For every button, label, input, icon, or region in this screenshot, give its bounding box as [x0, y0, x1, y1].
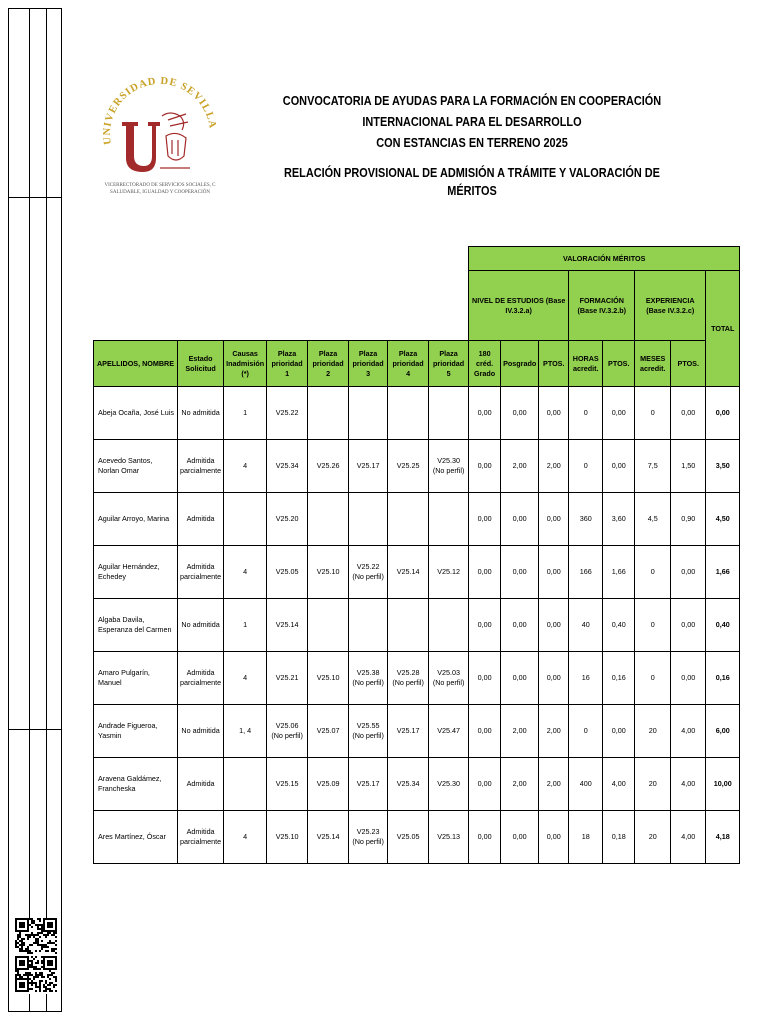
cell-plaza-5 — [429, 387, 469, 440]
cell-meses: 0 — [635, 652, 671, 705]
cell-nombre: Aravena Galdámez, Francheska — [94, 758, 178, 811]
cell-ptos-experiencia: 4,00 — [671, 705, 706, 758]
cell-ptos-experiencia: 1,50 — [671, 440, 706, 493]
left-margin-frame — [8, 8, 62, 1012]
header-plaza-3: Plaza prioridad 3 — [349, 341, 388, 387]
cell-plaza-3: V25.17 — [349, 758, 388, 811]
cell-cred-grado: 0,00 — [469, 493, 501, 546]
cell-estado: Admitida parcialmente — [178, 811, 224, 864]
cell-plaza-1: V25.10 — [267, 811, 308, 864]
cell-posgrado: 2,00 — [501, 705, 539, 758]
cell-horas: 360 — [569, 493, 603, 546]
cell-ptos-formacion: 0,40 — [603, 599, 635, 652]
cell-plaza-5 — [429, 599, 469, 652]
cell-plaza-2: V25.09 — [308, 758, 349, 811]
cell-posgrado: 2,00 — [501, 440, 539, 493]
cell-cred-grado: 0,00 — [469, 652, 501, 705]
cell-plaza-2 — [308, 493, 349, 546]
cell-plaza-1: V25.05 — [267, 546, 308, 599]
cell-causas: 1, 4 — [224, 705, 267, 758]
cell-estado: No admitida — [178, 599, 224, 652]
cell-plaza-5: V25.30 (No perfil) — [429, 440, 469, 493]
cell-causas: 1 — [224, 387, 267, 440]
cell-estado: Admitida — [178, 493, 224, 546]
cell-plaza-5: V25.47 — [429, 705, 469, 758]
cell-plaza-1: V25.06 (No perfil) — [267, 705, 308, 758]
header-cred-grado: 180 créd. Grado — [469, 341, 501, 387]
header-formacion: FORMACIÓN (Base IV.3.2.b) — [569, 271, 635, 341]
cell-ptos-nivel: 0,00 — [539, 493, 569, 546]
header-horas: HORAS acredit. — [569, 341, 603, 387]
cell-causas: 4 — [224, 811, 267, 864]
cell-horas: 0 — [569, 440, 603, 493]
cell-cred-grado: 0,00 — [469, 705, 501, 758]
cell-ptos-nivel: 0,00 — [539, 387, 569, 440]
cell-ptos-formacion: 3,60 — [603, 493, 635, 546]
cell-horas: 0 — [569, 387, 603, 440]
table-row — [94, 652, 740, 705]
table-row — [94, 705, 740, 758]
header-causas: Causas Inadmisión (*) — [224, 341, 267, 387]
cell-cred-grado: 0,00 — [469, 599, 501, 652]
cell-plaza-3 — [349, 387, 388, 440]
cell-nombre: Algaba Davila, Esperanza del Carmen — [94, 599, 178, 652]
cell-plaza-1: V25.34 — [267, 440, 308, 493]
cell-plaza-1: V25.14 — [267, 599, 308, 652]
cell-ptos-formacion: 0,00 — [603, 440, 635, 493]
header-plaza-4: Plaza prioridad 4 — [388, 341, 429, 387]
cell-total: 0,16 — [706, 652, 740, 705]
cell-nombre: Amaro Pulgarín, Manuel — [94, 652, 178, 705]
cell-plaza-5: V25.03 (No perfil) — [429, 652, 469, 705]
header-ptos-experiencia: PTOS. — [671, 341, 706, 387]
cell-causas — [224, 758, 267, 811]
cell-total: 0,00 — [706, 387, 740, 440]
cell-ptos-nivel: 0,00 — [539, 652, 569, 705]
results-table — [93, 246, 740, 864]
cell-plaza-5: V25.12 — [429, 546, 469, 599]
cell-posgrado: 0,00 — [501, 546, 539, 599]
cell-estado: Admitida parcialmente — [178, 652, 224, 705]
header-estado: Estado Solicitud — [178, 341, 224, 387]
header-posgrado: Posgrado — [501, 341, 539, 387]
cell-posgrado: 0,00 — [501, 811, 539, 864]
cell-cred-grado: 0,00 — [469, 811, 501, 864]
cell-ptos-experiencia: 0,00 — [671, 599, 706, 652]
cell-horas: 166 — [569, 546, 603, 599]
cell-causas: 4 — [224, 440, 267, 493]
cell-horas: 16 — [569, 652, 603, 705]
cell-plaza-4: V25.17 — [388, 705, 429, 758]
cell-horas: 40 — [569, 599, 603, 652]
cell-cred-grado: 0,00 — [469, 546, 501, 599]
cell-nombre: Andrade Figueroa, Yasmin — [94, 705, 178, 758]
cell-meses: 20 — [635, 758, 671, 811]
cell-estado: No admitida — [178, 387, 224, 440]
cell-plaza-2: V25.26 — [308, 440, 349, 493]
cell-posgrado: 0,00 — [501, 493, 539, 546]
cell-ptos-nivel: 0,00 — [539, 811, 569, 864]
cell-plaza-4: V25.25 — [388, 440, 429, 493]
cell-estado: Admitida — [178, 758, 224, 811]
cell-plaza-5: V25.13 — [429, 811, 469, 864]
cell-ptos-nivel: 2,00 — [539, 705, 569, 758]
cell-plaza-3: V25.55 (No perfil) — [349, 705, 388, 758]
cell-plaza-4: V25.05 — [388, 811, 429, 864]
cell-meses: 20 — [635, 705, 671, 758]
cell-total: 1,66 — [706, 546, 740, 599]
cell-meses: 0 — [635, 546, 671, 599]
cell-ptos-formacion: 0,00 — [603, 705, 635, 758]
table-row — [94, 811, 740, 864]
cell-plaza-4 — [388, 493, 429, 546]
cell-horas: 400 — [569, 758, 603, 811]
cell-causas: 1 — [224, 599, 267, 652]
cell-posgrado: 2,00 — [501, 758, 539, 811]
cell-meses: 0 — [635, 387, 671, 440]
cell-plaza-1: V25.15 — [267, 758, 308, 811]
cell-plaza-3 — [349, 599, 388, 652]
cell-total: 10,00 — [706, 758, 740, 811]
cell-ptos-experiencia: 0,00 — [671, 387, 706, 440]
cell-ptos-nivel: 0,00 — [539, 599, 569, 652]
header-total: TOTAL — [706, 271, 740, 387]
cell-plaza-2: V25.10 — [308, 652, 349, 705]
cell-ptos-formacion: 0,18 — [603, 811, 635, 864]
header-meses: MESES acredit. — [635, 341, 671, 387]
cell-plaza-4 — [388, 599, 429, 652]
university-logo — [98, 56, 220, 202]
cell-causas: 4 — [224, 652, 267, 705]
cell-horas: 0 — [569, 705, 603, 758]
cell-plaza-5 — [429, 493, 469, 546]
cell-posgrado: 0,00 — [501, 599, 539, 652]
header-plaza-2: Plaza prioridad 2 — [308, 341, 349, 387]
cell-plaza-3: V25.22 (No perfil) — [349, 546, 388, 599]
cell-meses: 0 — [635, 599, 671, 652]
cell-meses: 7,5 — [635, 440, 671, 493]
cell-plaza-2: V25.10 — [308, 546, 349, 599]
logo-emblem — [160, 113, 190, 168]
header-nombre: APELLIDOS, NOMBRE — [94, 341, 178, 387]
cell-nombre: Abeja Ocaña, José Luis — [94, 387, 178, 440]
cell-plaza-4 — [388, 387, 429, 440]
cell-causas — [224, 493, 267, 546]
cell-nombre: Aguilar Arroyo, Marina — [94, 493, 178, 546]
cell-meses: 20 — [635, 811, 671, 864]
cell-cred-grado: 0,00 — [469, 758, 501, 811]
cell-causas: 4 — [224, 546, 267, 599]
table-row — [94, 387, 740, 440]
cell-estado: No admitida — [178, 705, 224, 758]
cell-plaza-4: V25.34 — [388, 758, 429, 811]
cell-total: 4,18 — [706, 811, 740, 864]
cell-ptos-formacion: 0,16 — [603, 652, 635, 705]
cell-horas: 18 — [569, 811, 603, 864]
cell-nombre: Aguilar Hernández, Echedey — [94, 546, 178, 599]
cell-plaza-2 — [308, 599, 349, 652]
header-valoracion: VALORACIÓN MÉRITOS — [469, 247, 740, 271]
cell-cred-grado: 0,00 — [469, 387, 501, 440]
page-subtitle: RELACIÓN PROVISIONAL DE ADMISIÓN A TRÁMITE Y VALORACIÓN DE MÉRITOS — [284, 165, 660, 198]
cell-plaza-4: V25.14 — [388, 546, 429, 599]
cell-estado: Admitida parcialmente — [178, 440, 224, 493]
cell-plaza-3: V25.38 (No perfil) — [349, 652, 388, 705]
cell-plaza-2 — [308, 387, 349, 440]
table-row — [94, 546, 740, 599]
header-ptos-formacion: PTOS. — [603, 341, 635, 387]
cell-ptos-experiencia: 0,00 — [671, 652, 706, 705]
header-experiencia: EXPERIENCIA (Base IV.3.2.c) — [635, 271, 706, 341]
cell-plaza-3: V25.17 — [349, 440, 388, 493]
cell-plaza-1: V25.21 — [267, 652, 308, 705]
cell-total: 0,40 — [706, 599, 740, 652]
header-plaza-5: Plaza prioridad 5 — [429, 341, 469, 387]
cell-total: 4,50 — [706, 493, 740, 546]
table-row — [94, 493, 740, 546]
cell-plaza-3: V25.23 (No perfil) — [349, 811, 388, 864]
cell-total: 6,00 — [706, 705, 740, 758]
cell-plaza-2: V25.14 — [308, 811, 349, 864]
header-nivel-estudios: NIVEL DE ESTUDIOS (Base IV.3.2.a) — [469, 271, 569, 341]
cell-ptos-nivel: 2,00 — [539, 440, 569, 493]
cell-plaza-5: V25.30 — [429, 758, 469, 811]
cell-plaza-4: V25.28 (No perfil) — [388, 652, 429, 705]
logo-arc-text: UNIVERSIDAD DE SEVILLA — [101, 75, 218, 146]
cell-plaza-2: V25.07 — [308, 705, 349, 758]
cell-plaza-3 — [349, 493, 388, 546]
table-row — [94, 758, 740, 811]
cell-meses: 4,5 — [635, 493, 671, 546]
cell-ptos-formacion: 0,00 — [603, 387, 635, 440]
cell-ptos-experiencia: 0,90 — [671, 493, 706, 546]
header-ptos-nivel: PTOS. — [539, 341, 569, 387]
cell-cred-grado: 0,00 — [469, 440, 501, 493]
cell-ptos-nivel: 2,00 — [539, 758, 569, 811]
cell-posgrado: 0,00 — [501, 387, 539, 440]
cell-posgrado: 0,00 — [501, 652, 539, 705]
logo-monogram — [122, 122, 160, 172]
header-plaza-1: Plaza prioridad 1 — [267, 341, 308, 387]
table-row — [94, 599, 740, 652]
cell-estado: Admitida parcialmente — [178, 546, 224, 599]
table-row — [94, 440, 740, 493]
page-title: CONVOCATORIA DE AYUDAS PARA LA FORMACIÓN EN COOPERACIÓN INTERNACIONAL PARA EL DESARROLLO CON ESTANCIAS EN TERRENO 2025 — [282, 93, 662, 150]
cell-plaza-1: V25.22 — [267, 387, 308, 440]
cell-total: 3,50 — [706, 440, 740, 493]
cell-nombre: Acevedo Santos, Norlan Omar — [94, 440, 178, 493]
cell-ptos-formacion: 1,66 — [603, 546, 635, 599]
cell-ptos-formacion: 4,00 — [603, 758, 635, 811]
cell-nombre: Ares Martínez, Óscar — [94, 811, 178, 864]
cell-ptos-nivel: 0,00 — [539, 546, 569, 599]
cell-ptos-experiencia: 4,00 — [671, 758, 706, 811]
cell-plaza-1: V25.20 — [267, 493, 308, 546]
cell-ptos-experiencia: 0,00 — [671, 546, 706, 599]
qr-code-icon — [15, 918, 57, 994]
logo-caption: VICERRECTORADO DE SERVICIOS SOCIALES, C SALUDABLE, IGUALDAD Y COOPERACIÓN — [104, 183, 216, 195]
cell-ptos-experiencia: 4,00 — [671, 811, 706, 864]
